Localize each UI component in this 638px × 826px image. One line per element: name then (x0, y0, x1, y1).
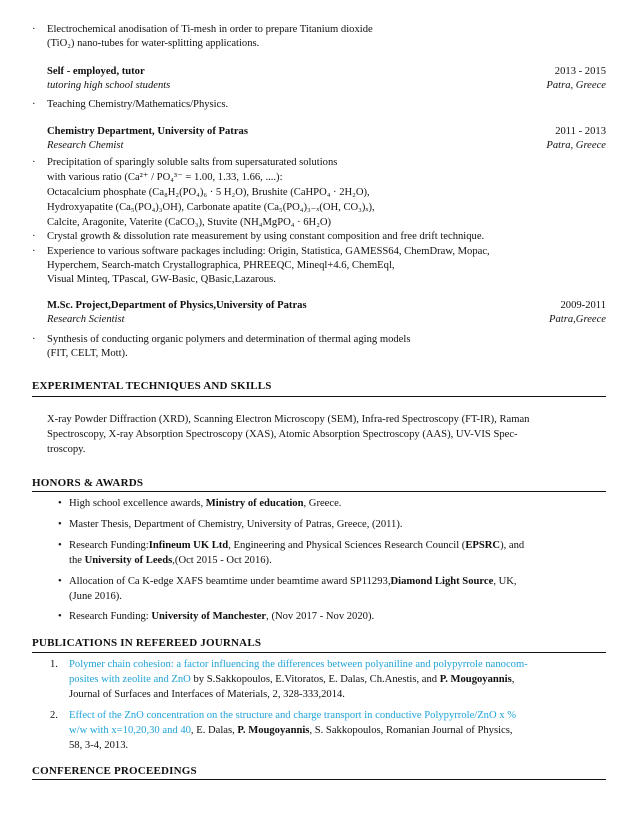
publication-authors: , S. Sakkopoulos, Romanian Journal of Physics, (309, 725, 513, 736)
bullet-line: Octacalcium phosphate (Ca₈H₂(PO₄)₆ · 5 H₂O), Brushite (CaHPO₄ · 2H₂O), (47, 187, 370, 198)
entry-dates: 2011 - 2013 (555, 126, 606, 137)
bullet-line: (TiO₂) nano-tubes for water-splitting applications. (47, 38, 260, 49)
entry-dates: 2009-2011 (560, 300, 606, 311)
bullet-line: Electrochemical anodisation of Ti-mesh in order to prepare Titanium dioxide (47, 24, 373, 35)
publication-link[interactable]: posites with zeolite and ZnO (69, 674, 191, 685)
bullet-line: Crystal growth & dissolution rate measurement by using constant composition and free drift technique. (47, 231, 485, 242)
bullet-mark: · (32, 157, 36, 168)
honor-text: , (Nov 2017 - Nov 2020). (266, 611, 375, 622)
bullet-line: Visual Minteq, TPascal, GW-Basic, QBasic,Lazarous. (47, 274, 276, 285)
honor-text: Research Funding: (69, 540, 149, 551)
bullet-line: Hyperchem, Search-match Crystallographica, PHREEQC, Mineql+4.6, ChemEql, (47, 260, 395, 271)
entry-role: Research Scientist (47, 314, 125, 325)
entry-location: Patra,Greece (549, 314, 606, 325)
bullet-line: Teaching Chemistry/Mathematics/Physics. (47, 99, 229, 110)
techniques-line: troscopy. (47, 444, 86, 455)
honor-text: High school excellence awards, (69, 498, 206, 509)
publication-authors: by S.Sakkopoulos, E.Vitoratos, E. Dalas, Ch.Anestis, and (190, 674, 440, 685)
section-rule (32, 779, 606, 780)
section-title-techniques: EXPERIMENTAL TECHNIQUES AND SKILLS (32, 380, 272, 392)
honor-text: , Greece. (303, 498, 342, 509)
publication-number: 2. (50, 710, 58, 721)
bullet-mark: · (32, 231, 36, 242)
section-title-publications: PUBLICATIONS IN REFEREED JOURNALS (32, 637, 262, 649)
bullet-line: (FIT, CELT, Mott). (47, 348, 128, 359)
honor-bold: Ministry of education (205, 498, 304, 509)
publication-author-bold: P. Mougoyannis (439, 674, 512, 685)
bullet-mark: · (32, 334, 36, 345)
honor-text: ,(Oct 2015 - Oct 2016). (172, 555, 272, 566)
entry-location: Patra, Greece (546, 80, 606, 91)
entry-role: tutoring high school students (47, 80, 171, 91)
honor-bullet: • (58, 540, 62, 551)
bullet-mark: · (32, 99, 36, 110)
publication-link[interactable]: Polymer chain cohesion: a factor influencing the differences between polyaniline and polypyrrole nanocom- (69, 659, 528, 670)
honor-text: Research Funding: (69, 611, 152, 622)
entry-organization: Self - employed, tutor (47, 66, 145, 77)
publication-authors: , (511, 674, 515, 685)
section-title-honors: HONORS & AWARDS (32, 477, 144, 489)
publication-journal: 58, 3-4, 2013. (69, 740, 129, 751)
entry-role: Research Chemist (47, 140, 124, 151)
entry-organization: Chemistry Department, University of Patras (47, 126, 248, 137)
bullet-line: Precipitation of sparingly soluble salts from supersaturated solutions (47, 157, 338, 168)
honor-text: , UK, (493, 576, 517, 587)
section-rule (32, 491, 606, 492)
publication-link[interactable]: w/w with x=10,20,30 and 40 (69, 725, 191, 736)
honor-bold: Diamond Light Source (390, 576, 494, 587)
publication-authors: , E. Dalas, (190, 725, 238, 736)
honor-text: , Engineering and Physical Sciences Research Council ( (228, 540, 466, 551)
publication-author-bold: P. Mougoyannis (237, 725, 310, 736)
section-rule (32, 396, 606, 397)
bullet-line: with various ratio (Ca²⁺ / PO₄³⁻ = 1.00, 1.33, 1.66, ....): (47, 172, 283, 183)
honor-text: (June 2016). (69, 591, 122, 602)
entry-location: Patra, Greece (546, 140, 606, 151)
honor-text: Allocation of Ca K-edge XAFS beamtime under beamtime award SP11293, (69, 576, 391, 587)
experience-entry-msc (47, 299, 606, 327)
techniques-line: X-ray Powder Diffraction (XRD), Scanning Electron Microscopy (SEM), Infra-red Spectroscopy (FT-IR), Raman (47, 414, 530, 425)
bullet-line: Experience to various software packages including: Origin, Statistica, GAMESS64, ChemDraw, Mopac, (47, 246, 490, 257)
bullet-line: Calcite, Aragonite, Vaterite (CaCO₃), Stuvite (NH₄MgPO₄ · 6H₂O) (47, 217, 332, 228)
bullet-mark: · (32, 24, 36, 35)
honor-bold: University of Leeds (84, 555, 173, 566)
publication-journal: Journal of Surfaces and Interfaces of Materials, 2, 328-333,2014. (69, 689, 345, 700)
techniques-paragraph (47, 413, 606, 457)
section-title-conference: CONFERENCE PROCEEDINGS (32, 765, 197, 777)
bullet-line: Hydroxyapatite (Ca₅(PO₄)₃OH), Carbonate apatite (Ca₅(PO₄)₃₋ₓ(OH, CO₃)ₓ), (47, 202, 375, 213)
entry-dates: 2013 - 2015 (554, 66, 606, 77)
bullet-mark: · (32, 246, 36, 257)
honor-text: the (69, 555, 85, 566)
honor-text: Master Thesis, Department of Chemistry, University of Patras, Greece, (2011). (69, 519, 403, 530)
experience-entry-chemistry (47, 125, 606, 153)
honor-bullet: • (58, 519, 62, 530)
honor-text: ), and (500, 540, 525, 551)
honor-bullet: • (58, 576, 62, 587)
entry-organization: M.Sc. Project,Department of Physics,University of Patras (47, 300, 307, 311)
experience-entry-tutor (47, 65, 606, 93)
techniques-line: Spectroscopy, X-ray Absorption Spectroscopy (XAS), Atomic Absorption Spectroscopy (AAS), UV-VIS Spec- (47, 429, 518, 440)
honor-bullet: • (58, 498, 62, 509)
honor-bold: University of Manchester (151, 611, 267, 622)
publication-number: 1. (50, 659, 58, 670)
honor-bold: Infineum UK Ltd (148, 540, 229, 551)
bullet-line: Synthesis of conducting organic polymers and determination of thermal aging models (47, 334, 411, 345)
honor-bold: EPSRC (465, 540, 501, 551)
publication-link[interactable]: Effect of the ZnO concentration on the structure and charge transport in conductive Polypyrrole/ZnO x % (69, 710, 517, 721)
honor-bullet: • (58, 611, 62, 622)
section-rule (32, 652, 606, 653)
